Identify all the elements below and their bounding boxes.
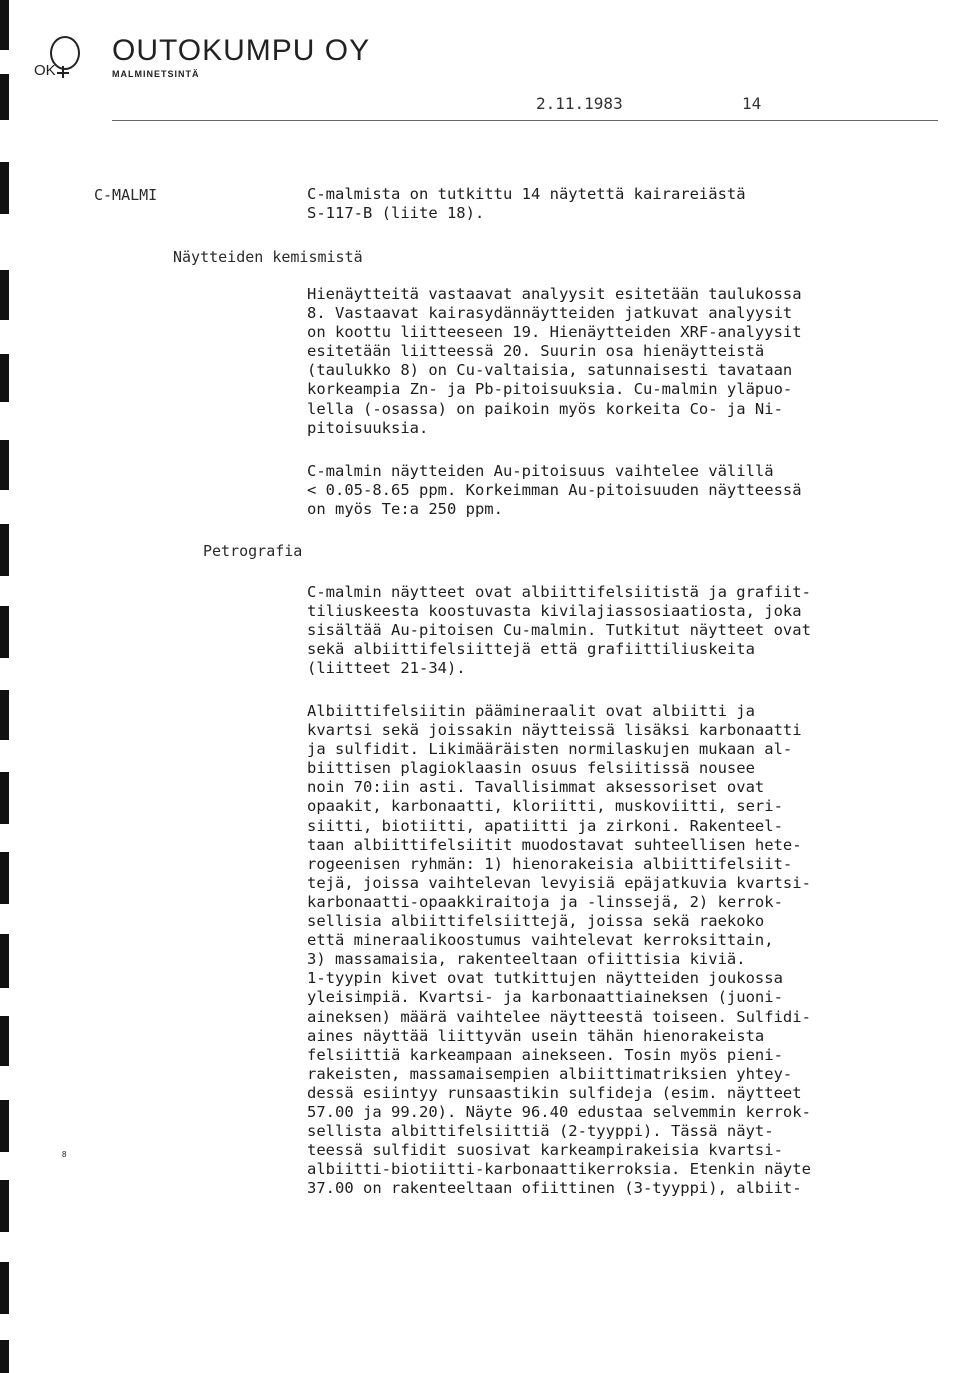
binder-mark	[0, 1100, 9, 1152]
paragraph-intro: C-malmista on tutkittu 14 näytettä kairareiästä S-117-B (liite 18).	[307, 185, 746, 223]
section-heading-chemistry: Näytteiden kemismistä	[173, 248, 363, 266]
logo-letters: OK	[34, 62, 56, 79]
section-heading-c-malmi: C-MALMI	[94, 186, 158, 204]
binder-mark	[0, 162, 9, 214]
department-name: MALMINETSINTÄ	[112, 69, 200, 79]
binder-mark	[0, 772, 9, 824]
binder-mark	[0, 1262, 9, 1314]
section-heading-petrography: Petrografia	[203, 542, 303, 560]
binder-mark	[0, 1180, 9, 1232]
binder-mark	[0, 1340, 9, 1373]
binder-mark	[0, 440, 9, 490]
paragraph-petrography-intro: C-malmin näytteet ovat albiittifelsiitistä ja grafiit- tiliuskeesta koostuvasta kivilajiassosiaatiosta, joka sisältää Au-pitoisen Cu-malmin. Tutkitut näytteet ovat sekä albiittifelsiittejä että grafiittiliuskeita (liitteet 21-34).	[307, 583, 811, 678]
page-number: 14	[742, 94, 762, 113]
paragraph-gold-content: C-malmin näytteiden Au-pitoisuus vaihtelee välillä < 0.05-8.65 ppm. Korkeimman Au-pitoisuuden näytteessä on myös Te:a 250 ppm.	[307, 462, 802, 519]
margin-note: 8	[62, 1150, 67, 1159]
paragraph-albite-felsite: Albiittifelsiitin päämineraalit ovat albiitti ja kvartsi sekä joissakin näytteissä lisäksi karbonaatti ja sulfidit. Likimääräisten normilaskujen mukaan al- biittisen plagioklaasin osuus felsiitissä nousee noin 70:iin asti. Tavallisimmat aksessoriset ovat opaakit, karbonaatti, kloriitti, muskoviitti, seri- siitti, biotiitti, apatiitti ja zirkoni. Rakenteel- taan albiittifelsiitit muodostavat suhteellisen hete- rogeenisen ryhmän: 1) hienorakeisia albiittifelsiit- tejä, joissa vaihtelevan levyisiä epäjatkuvia kvartsi- karbonaatti-opaakkiraitoja ja -linssejä, 2) kerrok- sellisia albiittifelsiittejä, joissa sekä raekoko että mineraalikoostumus vaihtelevat kerroksittain, 3) massamaisia, rakenteeltaan ofiittisia kiviä. 1-tyypin kivet ovat tutkittujen näytteiden joukossa yleisimpiä. Kvartsi- ja karbonaattiaineksen (juoni- aineksen) määrä vaihtelee näytteestä toiseen. Sulfidi- aines näyttää liittyvän usein tähän hienorakeista felsiittiä karkeampaan ainekseen. Tosin myös pieni- rakeisten, massamaisempien albiittimatriksien yhtey- dessä esiintyy runsaastikin sulfideja (esim. näytteet 57.00 ja 99.20). Näyte 96.40 edustaa selvemmin kerrok- sellista albittifelsiittiä (2-tyyppi). Tässä näyt- teessä sulfidit suosivat karkeampirakeisia kvartsi- albiitti-biotiitti-karbonaattikerroksia. Etenkin näyte 37.00 on rakenteeltaan ofiittinen (3-tyyppi), albiit-	[307, 702, 811, 1198]
binder-mark	[0, 270, 9, 320]
binder-mark	[0, 606, 9, 658]
binder-mark	[0, 0, 9, 50]
paragraph-chemistry-analyses: Hienäytteitä vastaavat analyysit esitetään taulukossa 8. Vastaavat kairasydännäytteiden jatkuvat analyysit on koottu liitteeseen 19. Hienäytteiden XRF-analyysit esitetään liitteessä 20. Suurin osa hienäytteistä (taulukko 8) on Cu-valtaisia, satunnaisesti tavataan korkeampia Zn- ja Pb-pitoisuuksia. Cu-malmin yläpuo- lella (-osassa) on paikoin myös korkeita Co- ja Ni- pitoisuuksia.	[307, 285, 802, 437]
binder-mark	[0, 852, 9, 904]
binder-mark	[0, 690, 9, 740]
header-divider	[112, 120, 938, 121]
binder-mark	[0, 74, 9, 120]
binder-mark	[0, 354, 9, 402]
company-name: OUTOKUMPU OY	[112, 34, 371, 67]
binder-mark	[0, 934, 9, 988]
binder-mark	[0, 524, 9, 576]
document-date: 2.11.1983	[536, 94, 623, 113]
binder-mark	[0, 1016, 9, 1066]
